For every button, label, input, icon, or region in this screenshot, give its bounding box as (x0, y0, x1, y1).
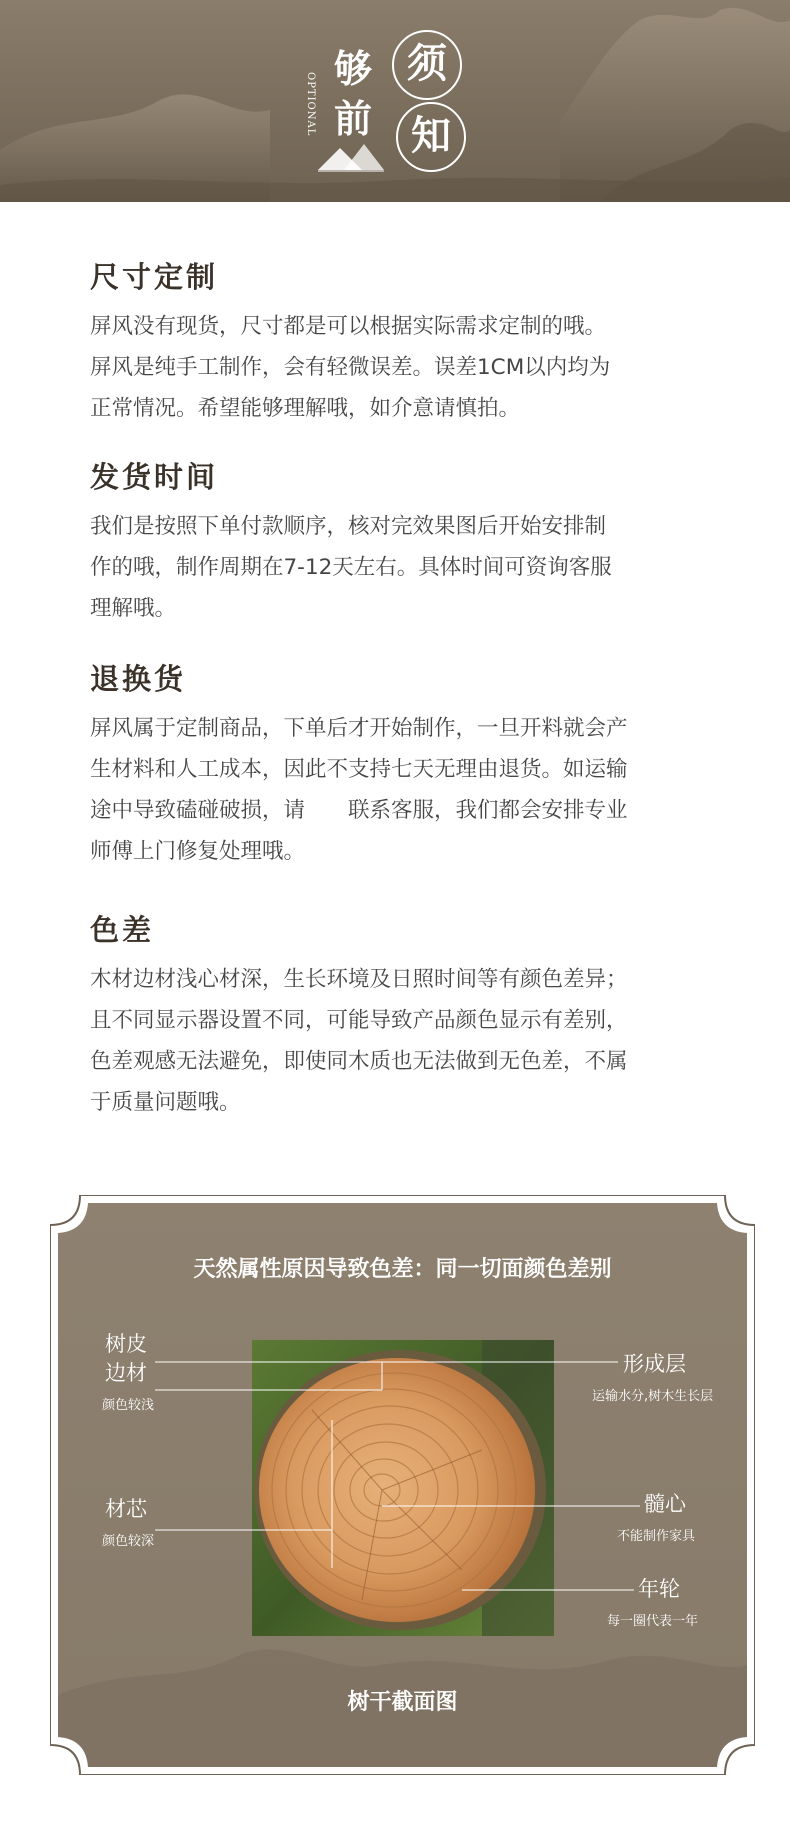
label-pith: 髓心 (644, 1492, 686, 1516)
section-body (90, 708, 730, 872)
label-heartwood: 材芯 (105, 1497, 147, 1521)
optional-label: OPTIONAL (305, 72, 316, 137)
label-rings: 年轮 (638, 1577, 680, 1601)
title-char-1: 够 (334, 46, 373, 91)
label-sapwood: 边材 (105, 1361, 147, 1385)
section-body (90, 306, 730, 429)
body-line: 屏风没有现货，尺寸都是可以根据实际需求定制的哦。 (90, 314, 607, 339)
label-rings-note: 每一圈代表一年 (607, 1614, 699, 1629)
body-line: 于质量问题哦。 (90, 1090, 241, 1115)
section-title: 发货时间 (90, 460, 219, 494)
label-pith-note: 不能制作家具 (617, 1529, 696, 1544)
tree-cross-section-image (252, 1340, 554, 1636)
label-heartwood-note: 颜色较深 (102, 1534, 155, 1549)
section-shipping-time (90, 455, 730, 629)
section-title: 退换货 (90, 662, 187, 696)
section-title: 尺寸定制 (90, 260, 219, 294)
body-line: 木材边材浅心材深，生长环境及日照时间等有颜色差异； (90, 967, 628, 992)
header-banner (0, 0, 790, 202)
section-color-difference (90, 908, 730, 1123)
title-char-4: 知 (396, 102, 466, 172)
section-size-custom (90, 255, 730, 429)
section-title: 色差 (90, 913, 155, 947)
title-char-2: 前 (334, 96, 373, 141)
label-sapwood-note: 颜色较浅 (102, 1398, 155, 1413)
body-line: 屏风属于定制商品，下单后才开始制作，一旦开料就会产 (90, 716, 628, 741)
body-line: 色差观感无法避免，即使同木质也无法做到无色差，不属 (90, 1049, 628, 1074)
wood-diagram-panel (50, 1195, 755, 1775)
body-line: 理解哦。 (90, 596, 177, 621)
label-cambium-note: 运输水分,树木生长层 (592, 1389, 714, 1404)
section-body (90, 959, 730, 1123)
notice-title (305, 22, 478, 172)
body-line: 师傅上门修复处理哦。 (90, 839, 306, 864)
panel-caption: 树干截面图 (347, 1690, 458, 1715)
body-line: 我们是按照下单付款顺序，核对完效果图后开始安排制 (90, 514, 607, 539)
body-line: 生材料和人工成本，因此不支持七天无理由退货。如运输 (90, 757, 628, 782)
section-body (90, 506, 730, 629)
panel-title: 天然属性原因导致色差：同一切面颜色差别 (193, 1257, 612, 1282)
label-bark: 树皮 (105, 1332, 147, 1356)
body-line: 屏风是纯手工制作，会有轻微误差。误差1CM以内均为 (90, 355, 611, 380)
body-line: 途中导致磕碰破损，请 联系客服，我们都会安排专业 (90, 798, 628, 823)
body-line: 且不同显示器设置不同，可能导致产品颜色显示有差别， (90, 1008, 628, 1033)
label-cambium: 形成层 (623, 1352, 686, 1376)
body-line: 正常情况。希望能够理解哦，如介意请慎拍。 (90, 396, 521, 421)
title-char-3: 须 (392, 30, 462, 100)
mountain-logo-icon (318, 142, 398, 172)
body-line: 作的哦，制作周期在7-12天左右。具体时间可资询客服 (90, 555, 612, 580)
section-returns (90, 657, 730, 872)
